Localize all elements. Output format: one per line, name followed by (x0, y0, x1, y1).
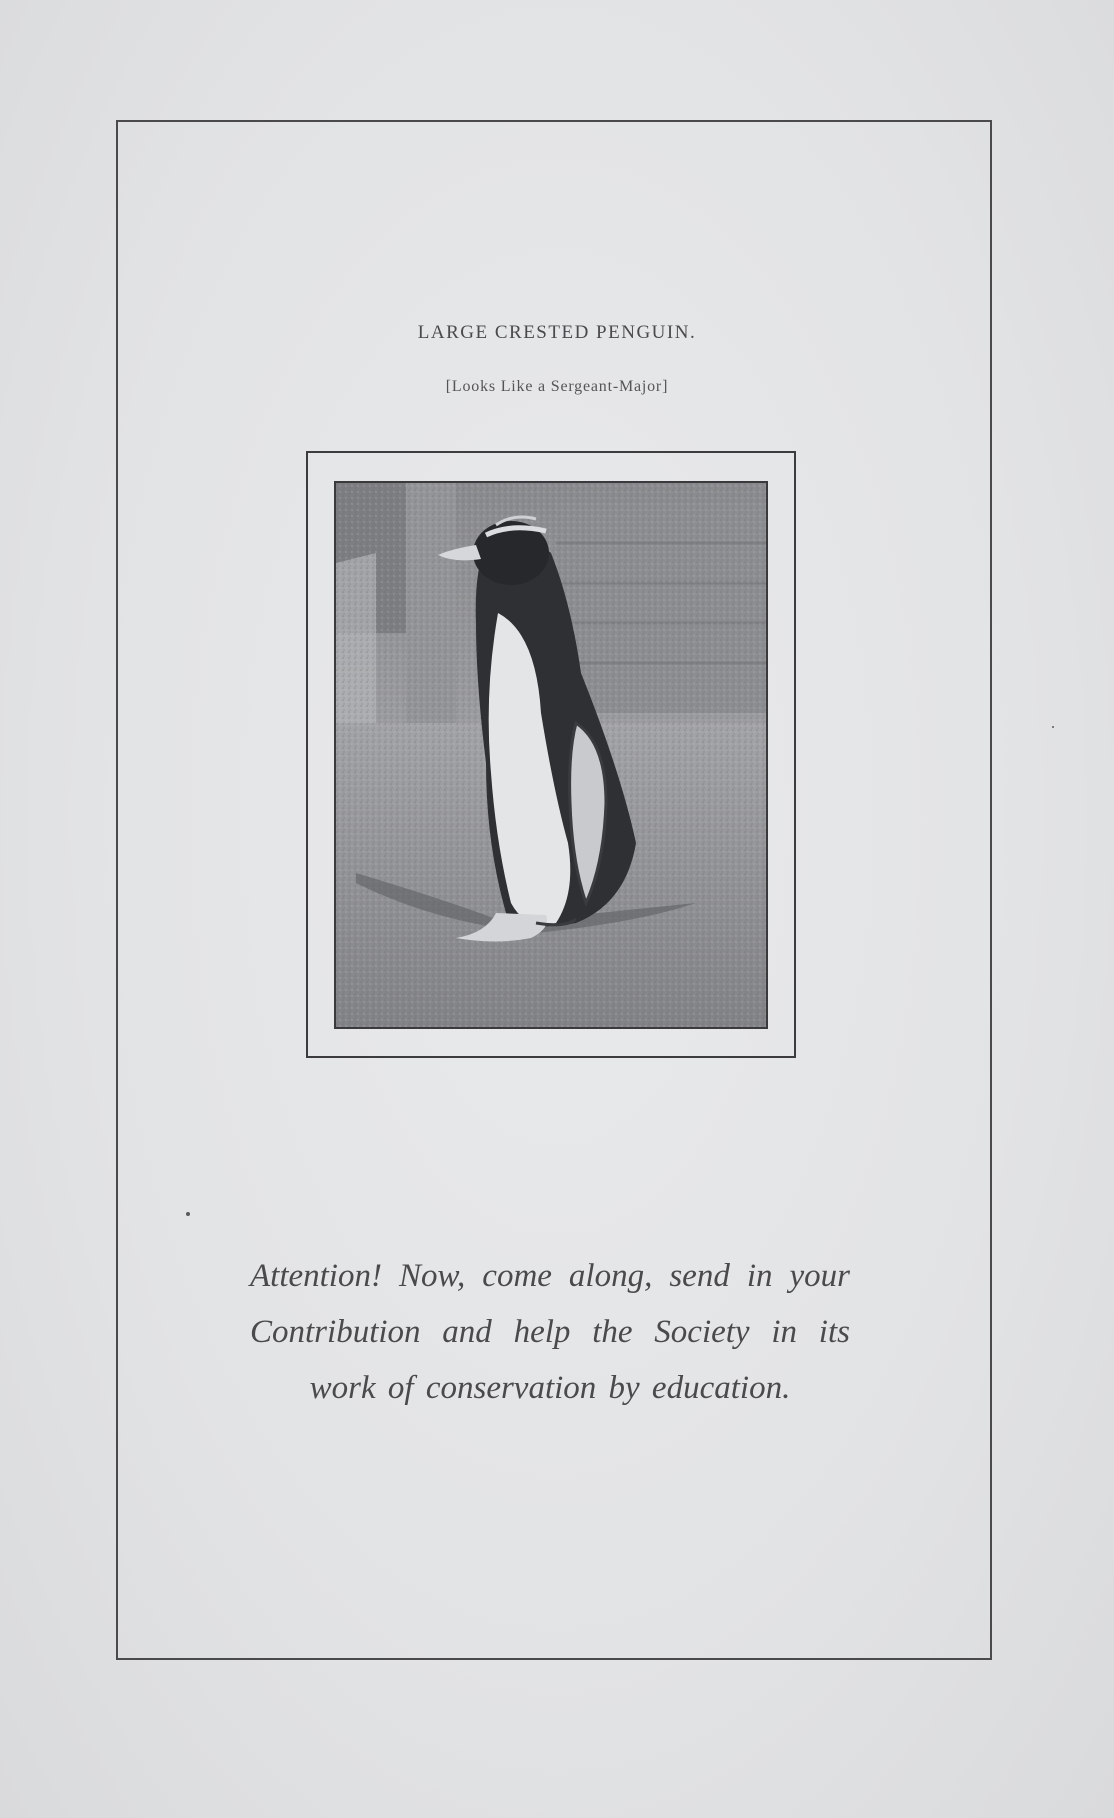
penguin-photo (334, 481, 768, 1029)
appeal-message: Attention! Now, come along, send in your Contribution and help the Society in its work of conservation by education. (250, 1258, 850, 1406)
paper-speck (1052, 726, 1054, 728)
photo-caption-subtitle: [Looks Like a Sergeant-Major] (445, 378, 669, 395)
photo-caption-title: LARGE CRESTED PENGUIN. (417, 322, 697, 343)
penguin-illustration (336, 483, 766, 1027)
paper-speck (186, 1212, 190, 1216)
